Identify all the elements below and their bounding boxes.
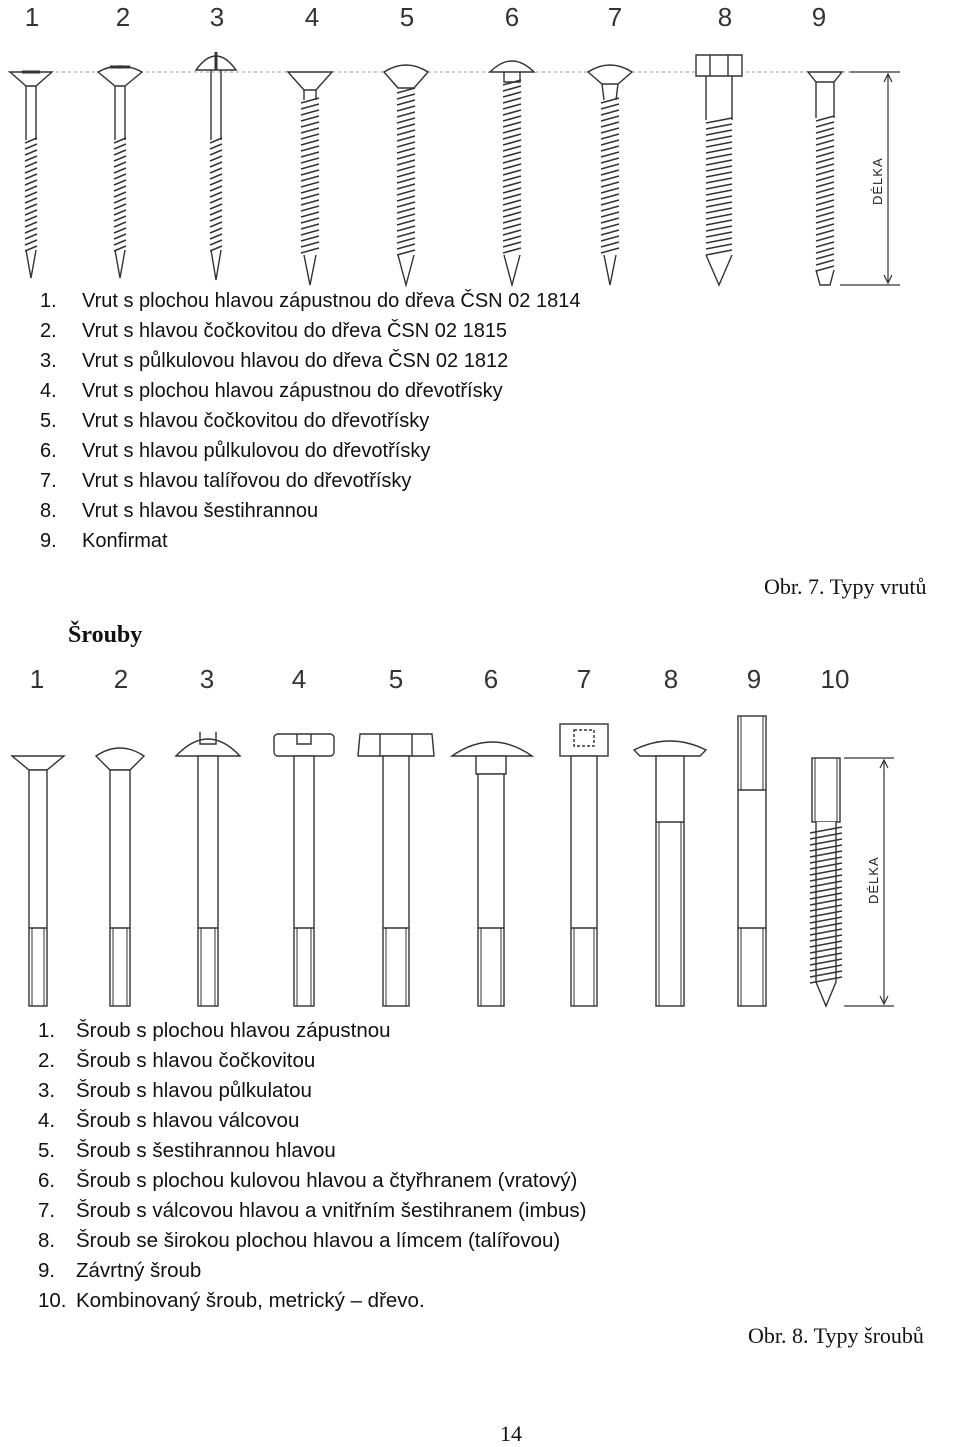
screw-2-drawing (98, 66, 142, 278)
bolts-dimension-label: DÉLKA (866, 856, 881, 904)
screw-number: 1 (24, 2, 40, 32)
screw-8-drawing (696, 55, 742, 285)
list-item (38, 1166, 586, 1196)
screw-number: 5 (399, 2, 415, 32)
bolt-6-drawing (452, 742, 532, 1006)
item-number: 4. (40, 380, 57, 402)
screw-7-drawing (588, 65, 632, 285)
bolt-number: 5 (388, 664, 404, 694)
figure-8-caption: Obr. 8. Typy šroubů (748, 1323, 924, 1348)
list-item (38, 1046, 586, 1076)
item-text: Vrut s hlavou půlkulovou do dřevotřísky (82, 440, 431, 462)
bolt-1-drawing (12, 756, 64, 1006)
screw-number: 4 (304, 2, 320, 32)
item-number: 5. (38, 1139, 56, 1162)
item-number: 6. (38, 1169, 56, 1192)
thread-hatch (601, 98, 619, 253)
item-text: Vrut s hlavou šestihrannou (82, 500, 319, 522)
bolt-number: 8 (663, 664, 679, 694)
thread-hatch (503, 80, 521, 253)
section-title: Šrouby (68, 622, 143, 648)
item-number: 9. (40, 530, 57, 552)
page-number: 14 (500, 1421, 522, 1446)
screw-number: 8 (717, 2, 733, 32)
list-item (38, 1136, 586, 1166)
item-number: 10. (38, 1289, 67, 1312)
item-text: Šroub se širokou plochou hlavou a límcem (talířovou) (76, 1229, 561, 1252)
list-item (38, 1196, 586, 1226)
bolt-8-drawing (634, 741, 706, 1006)
item-text: Šroub s plochou hlavou zápustnou (76, 1019, 391, 1042)
item-number: 9. (38, 1259, 56, 1282)
thread-hatch (706, 118, 732, 255)
item-number: 7. (40, 470, 57, 492)
list-item (40, 286, 580, 316)
list-item (40, 436, 580, 466)
list-item (38, 1226, 586, 1256)
screw-number: 3 (209, 2, 225, 32)
item-text: Vrut s plochou hlavou zápustnou do dřeva ČSN 02 1814 (82, 290, 581, 312)
list-item (40, 466, 580, 496)
list-item (38, 1286, 586, 1316)
thread-hatch (301, 98, 319, 253)
thread-hatch (114, 138, 126, 251)
item-text: Šroub s plochou kulovou hlavou a čtyřhranem (vratový) (76, 1169, 578, 1192)
screw-1-drawing (10, 72, 52, 278)
item-text: Vrut s hlavou čočkovitou do dřevotřísky (82, 410, 430, 432)
item-number: 3. (40, 350, 57, 372)
screw-number: 7 (607, 2, 623, 32)
screws-legend (40, 286, 580, 556)
thread-hatch (816, 116, 834, 271)
thread-hatch (25, 138, 37, 251)
item-number: 8. (40, 500, 57, 522)
item-text: Šroub s hlavou půlkulatou (76, 1079, 312, 1102)
list-item (38, 1016, 586, 1046)
list-item (40, 496, 580, 526)
list-item (38, 1076, 586, 1106)
bolt-number: 6 (483, 664, 499, 694)
bolt-4-drawing (274, 734, 334, 1006)
figure-7-caption: Obr. 7. Typy vrutů (764, 574, 927, 599)
bolts-legend (38, 1016, 586, 1316)
item-text: Vrut s hlavou čočkovitou do dřeva ČSN 02 1815 (82, 320, 508, 342)
item-text: Vrut s hlavou talířovou do dřevotřísky (82, 470, 412, 492)
bolt-number: 4 (291, 664, 307, 694)
item-number: 1. (38, 1019, 56, 1042)
screws-figure (0, 0, 960, 290)
bolt-number: 9 (746, 664, 762, 694)
screw-number: 9 (811, 2, 827, 32)
bolt-number: 10 (820, 664, 850, 694)
bolt-3-drawing (176, 732, 240, 1006)
item-text: Vrut s půlkulovou hlavou do dřeva ČSN 02 1812 (82, 350, 509, 372)
thread-hatch (397, 88, 415, 255)
bolt-2-drawing (96, 748, 144, 1006)
bolt-number: 3 (199, 664, 215, 694)
list-item (40, 406, 580, 436)
screw-number: 6 (504, 2, 520, 32)
item-number: 3. (38, 1079, 56, 1102)
item-text: Šroub s šestihrannou hlavou (76, 1139, 336, 1162)
screw-number: 2 (115, 2, 131, 32)
item-text: Kombinovaný šroub, metrický – dřevo. (76, 1289, 425, 1312)
screws-dimension-label: DÉLKA (870, 157, 885, 205)
item-text: Šroub s hlavou čočkovitou (76, 1049, 316, 1072)
bolts-drawing (0, 660, 960, 1016)
item-number: 6. (40, 440, 57, 462)
item-text: Šroub s hlavou válcovou (76, 1109, 300, 1132)
list-item (40, 376, 580, 406)
item-number: 2. (40, 320, 57, 342)
list-item (40, 316, 580, 346)
bolt-number: 7 (576, 664, 592, 694)
item-text: Závrtný šroub (76, 1259, 202, 1282)
item-number: 2. (38, 1049, 56, 1072)
list-item (38, 1256, 586, 1286)
list-item (40, 346, 580, 376)
bolt-9-drawing (738, 716, 766, 1006)
bolt-7-drawing (560, 724, 608, 1006)
list-item (38, 1106, 586, 1136)
bolts-figure (0, 660, 960, 1016)
item-number: 1. (40, 290, 57, 312)
list-item (40, 526, 580, 556)
item-number: 5. (40, 410, 57, 432)
item-text: Šroub s válcovou hlavou a vnitřním šestihranem (imbus) (76, 1199, 587, 1222)
screws-drawing (0, 0, 960, 290)
item-number: 4. (38, 1109, 56, 1132)
item-text: Vrut s plochou hlavou zápustnou do dřevotřísky (82, 380, 503, 402)
item-text: Konfirmat (82, 530, 168, 552)
bolt-5-drawing (358, 734, 434, 1006)
screw-3-drawing (196, 52, 236, 280)
item-number: 8. (38, 1229, 56, 1252)
item-number: 7. (38, 1199, 56, 1222)
bolt-number: 2 (113, 664, 129, 694)
bolt-number: 1 (29, 664, 45, 694)
thread-hatch (210, 138, 222, 251)
